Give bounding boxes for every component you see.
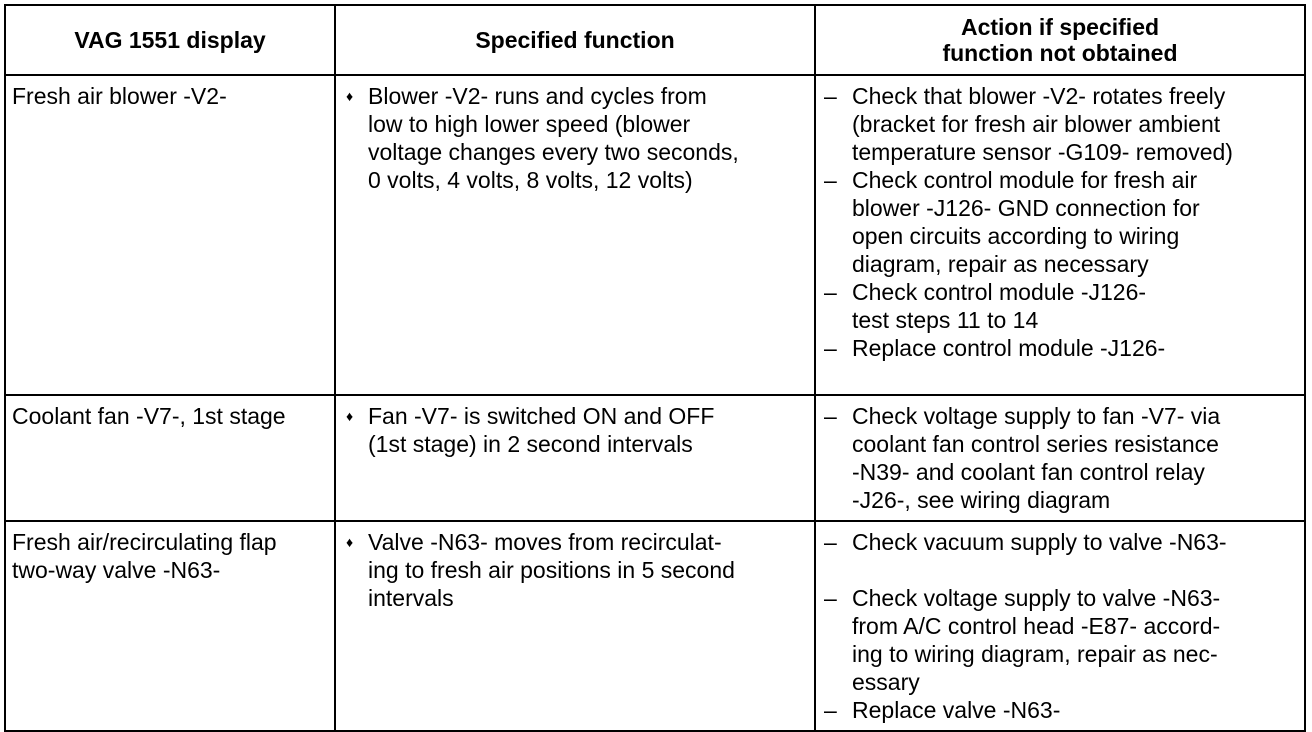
action-line: Replace valve -N63-	[852, 697, 1061, 723]
function-line: low to high lower speed (blower	[368, 111, 691, 137]
action-item	[822, 334, 1298, 362]
function-cell	[335, 521, 815, 731]
action-line: (bracket for fresh air blower ambient	[852, 111, 1221, 137]
display-cell	[5, 395, 335, 521]
action-line: Check voltage supply to fan -V7- via	[852, 403, 1221, 429]
function-line: ing to fresh air positions in 5 second	[368, 557, 735, 583]
action-line: Check vacuum supply to valve -N63-	[852, 529, 1227, 555]
function-line: 0 volts, 4 volts, 8 volts, 12 volts)	[368, 167, 693, 193]
action-item	[822, 166, 1298, 278]
action-cell	[815, 521, 1305, 731]
action-cell	[815, 75, 1305, 395]
header-vag-display: VAG 1551 display	[5, 5, 335, 75]
action-line: Replace control module -J126-	[852, 335, 1166, 361]
action-line: coolant fan control series resistance	[852, 431, 1219, 457]
table-row	[5, 395, 1305, 521]
display-cell	[5, 521, 335, 731]
function-cell	[335, 395, 815, 521]
action-line: Check control module for fresh air	[852, 167, 1198, 193]
dash-mark: –	[824, 167, 837, 193]
action-line: Check that blower -V2- rotates freely	[852, 83, 1226, 109]
display-text: Fresh air/recirculating flap	[12, 529, 277, 555]
action-line: temperature sensor -G109- removed)	[852, 139, 1233, 165]
action-line: diagram, repair as necessary	[852, 251, 1149, 277]
function-bullet	[342, 402, 808, 458]
dash-mark: –	[824, 279, 837, 305]
action-list	[822, 402, 1298, 514]
display-text: Fresh air blower -V2-	[12, 83, 227, 109]
action-line: blower -J126- GND connection for	[852, 195, 1200, 221]
diagnostic-table	[4, 4, 1306, 732]
action-line: Check voltage supply to valve -N63-	[852, 585, 1221, 611]
display-cell	[5, 75, 335, 395]
header-action	[815, 5, 1305, 75]
action-item	[822, 528, 1298, 556]
header-action-line2: function not obtained	[942, 40, 1178, 66]
action-item	[822, 402, 1298, 514]
function-line: Fan -V7- is switched ON and OFF	[368, 403, 715, 429]
action-line: Check control module -J126-	[852, 279, 1147, 305]
header-action-line1: Action if specified	[960, 14, 1160, 40]
dash-mark: –	[824, 529, 837, 555]
action-line: -J26-, see wiring diagram	[852, 487, 1111, 513]
header-specified-function: Specified function	[335, 5, 815, 75]
action-item	[822, 278, 1298, 334]
action-line: essary	[852, 669, 920, 695]
action-line: ing to wiring diagram, repair as nec-	[852, 641, 1218, 667]
action-line: -N39- and coolant fan control relay	[852, 459, 1205, 485]
action-list	[822, 82, 1298, 362]
function-bullet	[342, 82, 808, 194]
display-text: two-way valve -N63-	[12, 557, 221, 583]
dash-mark: –	[824, 335, 837, 361]
dash-mark: –	[824, 585, 837, 611]
function-line: intervals	[368, 585, 454, 611]
table-header-row	[5, 5, 1305, 75]
action-cell	[815, 395, 1305, 521]
function-line: Valve -N63- moves from recirculat-	[368, 529, 722, 555]
action-line: from A/C control head -E87- accord-	[852, 613, 1221, 639]
action-item	[822, 696, 1298, 724]
action-item	[822, 82, 1298, 166]
function-cell	[335, 75, 815, 395]
action-line: open circuits according to wiring	[852, 223, 1180, 249]
function-bullet	[342, 528, 808, 612]
action-list	[822, 528, 1298, 724]
display-text: Coolant fan -V7-, 1st stage	[12, 403, 286, 429]
dash-mark: –	[824, 83, 837, 109]
function-line: Blower -V2- runs and cycles from	[368, 83, 707, 109]
action-item	[822, 584, 1298, 696]
table-row	[5, 521, 1305, 731]
dash-mark: –	[824, 403, 837, 429]
table-row	[5, 75, 1305, 395]
dash-mark: –	[824, 697, 837, 723]
function-line: (1st stage) in 2 second intervals	[368, 431, 693, 457]
action-line: test steps 11 to 14	[852, 307, 1039, 333]
function-line: voltage changes every two seconds,	[368, 139, 739, 165]
